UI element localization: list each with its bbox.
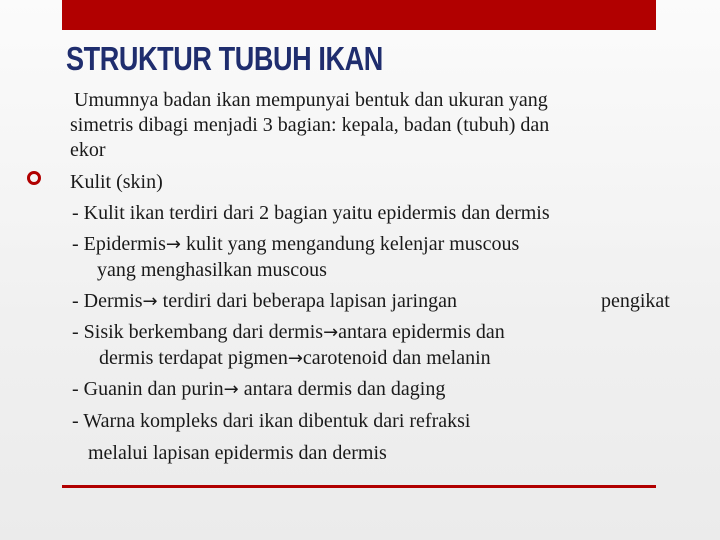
bullet-circle-icon [27, 171, 41, 185]
item-dermis-term: - Dermis [72, 290, 143, 312]
item-dermis-end: pengikat [601, 290, 670, 312]
item-sisik-text: - Sisik berkembang dari dermis [72, 321, 324, 343]
item-warna: - Warna kompleks dari ikan dibentuk dari refraksi [72, 410, 471, 432]
intro-line-2: simetris dibagi menjadi 3 bagian: kepala, badan (tubuh) dan [70, 114, 550, 136]
item-dermis-text: terdiri dari beberapa lapisan jaringan [157, 290, 457, 312]
arrow-icon: → [165, 234, 181, 255]
item-guanin-text: antara dermis dan daging [238, 378, 446, 400]
arrow-icon: → [323, 322, 339, 343]
item-sisik-text-2: antara epidermis dan [338, 321, 505, 343]
item-sisik-cont [99, 346, 491, 371]
item-epidermis-cont: yang menghasilkan muscous [97, 259, 327, 281]
item-epidermis-text: kulit yang mengandung kelenjar muscous [180, 233, 520, 255]
bullet-kulit: Kulit (skin) [70, 171, 163, 193]
arrow-icon: → [223, 379, 239, 400]
bottom-divider [62, 485, 656, 488]
item-epidermis [72, 232, 519, 257]
item-sisik-text-4: carotenoid dan melanin [302, 347, 491, 369]
item-kulit: - Kulit ikan terdiri dari 2 bagian yaitu epidermis dan dermis [72, 202, 550, 224]
item-warna-cont: melalui lapisan epidermis dan dermis [88, 442, 387, 464]
item-dermis [72, 289, 457, 314]
intro-line-3: ekor [70, 139, 106, 161]
arrow-icon: → [287, 348, 303, 369]
slide-title: STRUKTUR TUBUH IKAN [66, 40, 383, 77]
item-epidermis-term: - Epidermis [72, 233, 166, 255]
item-guanin-term: - Guanin dan purin [72, 378, 224, 400]
item-sisik [72, 320, 505, 345]
arrow-icon: → [142, 291, 158, 312]
item-sisik-text-3: dermis terdapat pigmen [99, 347, 288, 369]
intro-line-1: Umumnya badan ikan mempunyai bentuk dan ukuran yang [74, 89, 548, 111]
top-accent-bar [62, 0, 656, 30]
item-guanin [72, 377, 445, 402]
